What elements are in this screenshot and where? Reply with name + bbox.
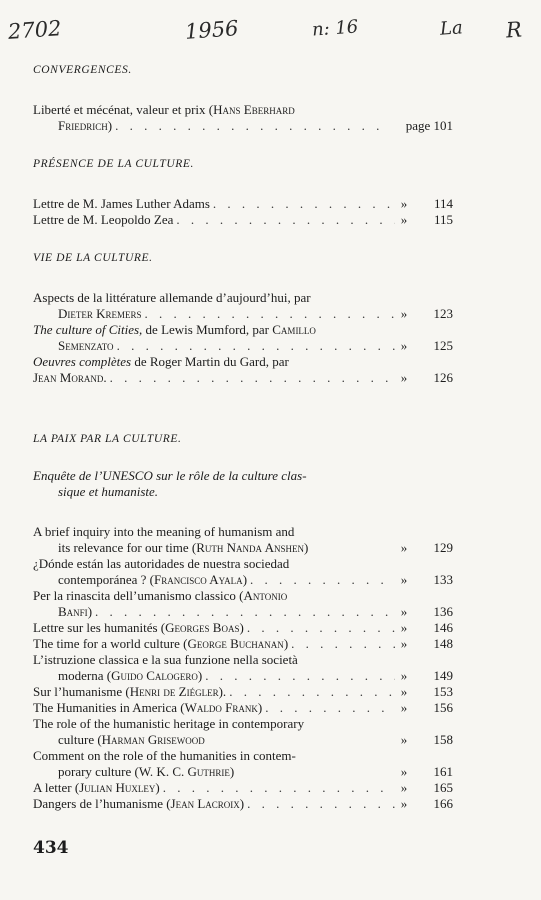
handwritten-la: La [439,17,464,40]
entry-text: ) [197,668,203,683]
entry-text: culture ( [58,732,102,747]
ditto-mark: » [400,780,408,795]
entry-text: porary culture ( [58,764,139,779]
subsection-heading [33,468,453,500]
ditto-mark: » [400,700,408,715]
toc-entry [33,652,453,684]
entry-text: ) [239,620,244,635]
ditto-mark: » [400,338,408,353]
entry-author: Julian Huxley [79,780,156,795]
leader-dots [115,118,391,134]
leader-dots [163,780,395,796]
page-number: 166 [433,796,453,811]
toc-entry [33,212,453,228]
entry-author: George Buchanan [187,636,284,651]
section-heading: CONVERGENCES. [33,64,132,76]
ditto-mark: » [400,796,408,811]
entry-author: W. K. C. Guthrie [138,764,230,779]
leader-dots [250,572,395,588]
ditto-mark: » [400,306,408,321]
entry-text: Per la rinascita dell’umanismo classico ( [33,588,244,603]
page-number: 114 [433,196,453,211]
entry-text: ) [303,540,309,555]
ditto-mark: » [400,604,408,619]
entry-author: Camillo [272,322,316,337]
ditto-mark: » [400,196,408,211]
toc-entry [33,716,453,748]
toc-entry [33,556,453,588]
leader-dots [213,196,395,212]
ditto-mark: » [400,732,408,747]
leader-dots [110,370,395,386]
toc-entry [33,290,453,322]
ditto-mark: » [400,540,408,555]
leader-dots [247,796,395,812]
page-number: 126 [433,370,453,385]
entry-author: Waldo Frank [184,700,258,715]
handwritten-number: 2702 [7,16,63,44]
page-number: 133 [433,572,453,587]
toc-entry [33,684,453,700]
section-heading: PRÉSENCE DE LA CULTURE. [33,158,194,170]
toc-entry [33,780,453,796]
toc-entry [33,322,453,354]
entry-text: A brief inquiry into the meaning of humanism and [33,524,295,539]
entry-title: Oeuvres complètes [33,354,132,369]
entry-author: Francisco Ayala [154,572,243,587]
entry-author: Dieter Kremers [58,306,142,321]
ditto-mark: » [400,572,408,587]
page-number: page 101 [405,118,453,133]
entry-author: Ruth Nanda Anshen [196,540,304,555]
entry-text: ) [257,700,263,715]
page-number: 125 [433,338,453,353]
entry-text: Sur l’humanisme ( [33,684,130,699]
entry-text: ) [155,780,160,795]
entry-text: The Humanities in America ( [33,700,185,715]
toc-entry [33,354,453,386]
entry-text: ) [283,636,289,651]
entry-text: ¿Dónde están las autoridades de nuestra sociedad [33,556,290,571]
entry-text: its relevance for our time ( [58,540,197,555]
entry-text: The time for a world culture ( [33,636,188,651]
toc-entry [33,636,453,652]
leader-dots [247,620,395,636]
section-heading: VIE DE LA CULTURE. [33,252,153,264]
entry-text: L’istruzione classica e la sua funzione nella società [33,652,298,667]
page-folio: 434 [33,838,69,858]
leader-dots [145,306,395,322]
entry-text: contemporánea ? ( [58,572,155,587]
ditto-mark: » [400,370,408,385]
entry-text: The role of the humanistic heritage in contemporary [33,716,305,731]
subsection-line: sique et humaniste. [58,484,159,499]
entry-title: The culture of Cities, [33,322,143,337]
entry-text: Dangers de l’humanisme ( [33,796,171,811]
handwritten-r: R [505,17,523,43]
entry-author: Henri de Ziégler [129,684,219,699]
entry-author: Hans Eberhard [213,102,295,117]
page-number: 149 [433,668,453,683]
ditto-mark: » [400,684,408,699]
entry-author: Jean Morand. [33,370,107,385]
entry-text: de Roger Martin du Gard, par [131,354,289,369]
entry-text: de Lewis Mumford, par [142,322,273,337]
table-of-contents [33,62,453,812]
page-number: 156 [433,700,453,715]
entry-author: Semenzato [58,338,114,353]
page-number: 153 [433,684,453,699]
leader-dots [205,668,395,684]
entry-author: Friedrich [58,118,108,133]
leader-dots [229,684,395,700]
toc-entry [33,700,453,716]
handwritten-issue: n: 16 [311,16,359,41]
entry-author: Jean Lacroix [170,796,240,811]
page-number: 123 [433,306,453,321]
section-heading: LA PAIX PAR LA CULTURE. [33,433,182,445]
handwritten-year: 1956 [184,16,240,44]
entry-text: ) [239,796,245,811]
page-number: 136 [433,604,453,619]
leader-dots [265,700,395,716]
ditto-mark: » [400,212,408,227]
entry-text: A letter ( [33,780,80,795]
entry-author: Guido Calogero [111,668,198,683]
toc-entry [33,620,453,636]
entry-text: moderna ( [58,668,112,683]
entry-text: ) [242,572,248,587]
entry-author: Harman Grisewood [101,732,205,747]
entry-text: ) [107,118,113,133]
entry-text: ) [229,764,235,779]
toc-entry [33,102,453,134]
page-number: 148 [433,636,453,651]
entry-author: Georges Boas [165,620,240,635]
entry-text: Lettre de M. Leopoldo Zea [33,212,174,227]
ditto-mark: » [400,636,408,651]
toc-entry [33,588,453,620]
entry-text: Aspects de la littérature allemande d’aujourd’hui, par [33,290,311,305]
subsection-line: Enquête de l’UNESCO sur le rôle de la culture clas- [33,468,307,483]
entry-text: ) [87,604,93,619]
ditto-mark: » [400,668,408,683]
page-number: 146 [433,620,453,635]
toc-entry [33,748,453,780]
toc-entry [33,524,453,556]
leader-dots [95,604,395,620]
leader-dots [176,212,395,228]
page-number: 129 [433,540,453,555]
entry-text: Lettre de M. James Luther Adams [33,196,210,211]
entry-text: Comment on the role of the humanities in contem- [33,748,296,763]
entry-text: Liberté et mécénat, valeur et prix ( [33,102,214,117]
toc-entry [33,196,453,212]
ditto-mark: » [400,620,408,635]
entry-text: ). [218,684,227,699]
entry-author: Antonio [243,588,288,603]
toc-entry [33,796,453,812]
entry-text: Lettre sur les humanités ( [33,620,166,635]
ditto-mark: » [400,764,408,779]
leader-dots [291,636,395,652]
leader-dots [117,338,395,354]
page-number: 158 [433,732,453,747]
page-number: 161 [433,764,453,779]
page-number: 165 [433,780,453,795]
entry-author: Banfi [58,604,88,619]
page-number: 115 [433,212,453,227]
